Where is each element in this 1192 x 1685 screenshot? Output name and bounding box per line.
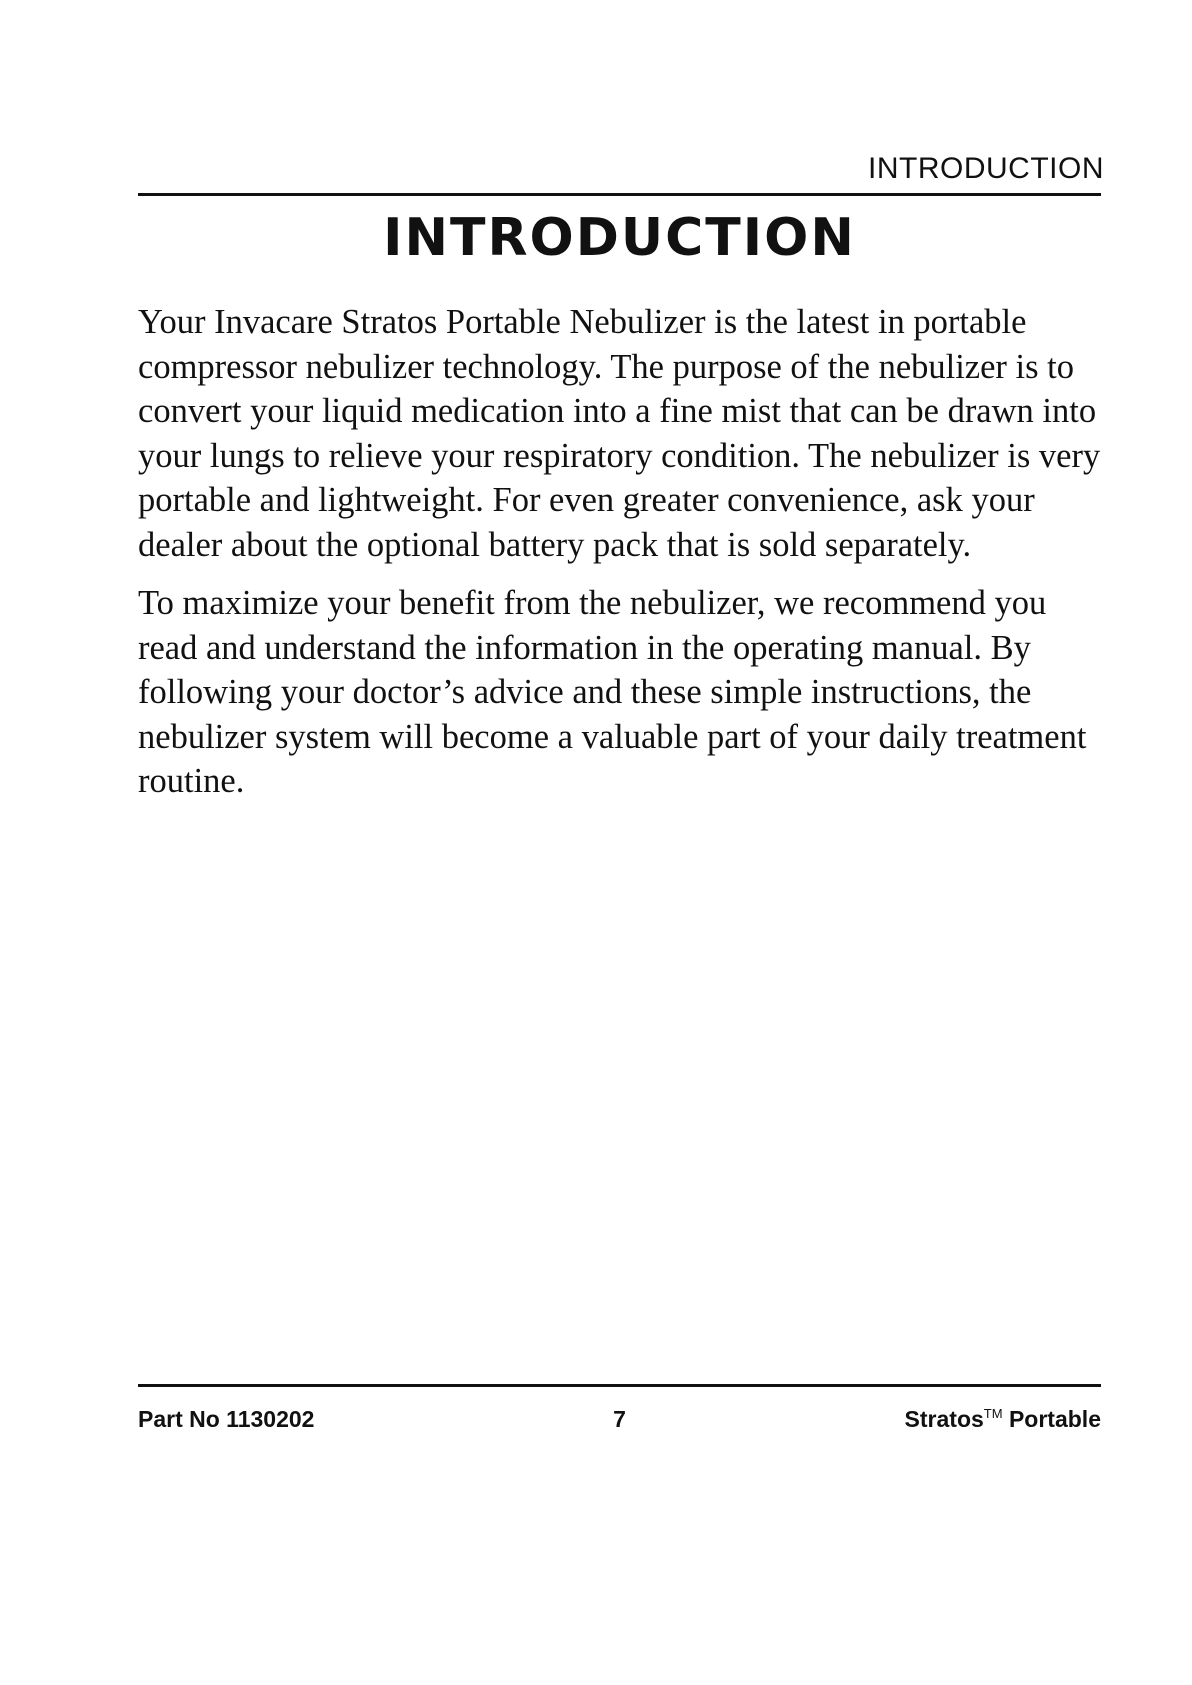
trademark-symbol: TM	[983, 1406, 1003, 1421]
paragraph-intro: Your Invacare Stratos Portable Nebulizer is the latest in portable compressor nebulizer technology. The purpose of the nebulizer is to convert your liquid medication into a fine mist that can be drawn into your lungs to relieve your respiratory condition. The nebulizer is very portable and lightweight. For even greater convenience, ask your dealer about the optional battery pack that is sold separately.	[138, 303, 1101, 564]
footer-product: Stratos	[904, 1406, 984, 1432]
footer-part-number: Part No 1130202	[138, 1406, 315, 1432]
footer-page-number: 7	[613, 1406, 626, 1432]
body-text	[138, 300, 1101, 818]
page-footer	[138, 1406, 1101, 1438]
page-title: INTRODUCTION	[383, 208, 856, 268]
running-header: INTRODUCTION	[868, 152, 1104, 185]
header-rule	[138, 193, 1101, 196]
footer-product-suffix: Portable	[1008, 1406, 1101, 1432]
footer-product-name	[905, 1406, 1101, 1433]
footer-rule	[138, 1384, 1101, 1387]
paragraph-recommendation: To maximize your benefit from the nebulizer, we recommend you read and understand the information in the operating manual. By following your doctor’s advice and these simple instructions, the nebulizer system will become a valuable part of your daily treatment routine.	[138, 584, 1087, 800]
